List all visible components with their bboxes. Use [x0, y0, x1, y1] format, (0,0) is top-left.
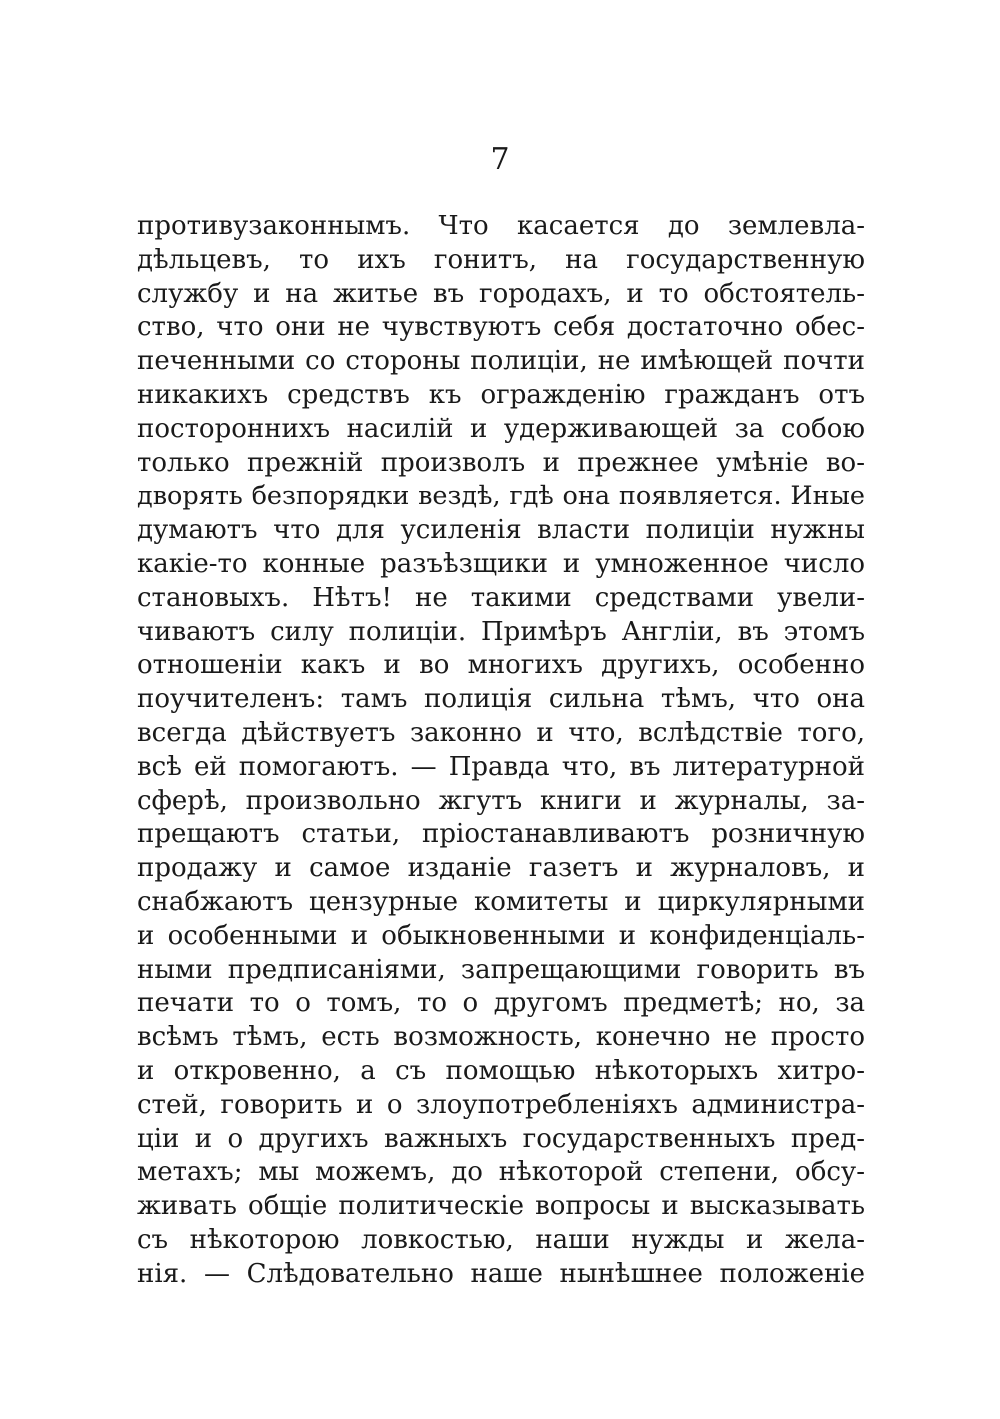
text-line: поучителенъ: тамъ полиція сильна тѣмъ, что она	[137, 684, 865, 715]
text-line: ціи и о другихъ важныхъ государственныхъ пред-	[137, 1123, 865, 1154]
text-line: нія. — Слѣдовательно наше нынѣшнее положеніе	[137, 1258, 865, 1289]
text-line: дѣльцевъ, то ихъ гонитъ, на государственную	[137, 244, 865, 275]
text-line: только прежній произволъ и прежнее умѣніе во-	[137, 447, 865, 478]
page-number: 7	[490, 142, 510, 177]
text-line: постороннихъ насилій и удерживающей за собою	[137, 413, 865, 444]
text-line: чиваютъ силу полиціи. Примѣръ Англіи, въ этомъ	[137, 616, 865, 647]
text-line: дворять безпорядки вездѣ, гдѣ она появляется. Иные	[137, 481, 865, 512]
text-line: снабжаютъ цензурные комитеты и циркулярными	[137, 886, 865, 917]
text-line: ство, что они не чувствуютъ себя достаточно обес-	[137, 312, 865, 343]
text-line: печати то о томъ, то о другомъ предметѣ; но, за	[137, 988, 865, 1019]
text-line: и откровенно, а съ помощью нѣкоторыхъ хитро-	[137, 1055, 865, 1086]
text-line: всегда дѣйствуетъ законно и что, вслѣдствіе того,	[137, 717, 865, 748]
text-line: всѣмъ тѣмъ, есть возможность, конечно не просто	[137, 1022, 865, 1053]
text-line: метахъ; мы можемъ, до нѣкоторой степени, обсу-	[137, 1157, 865, 1188]
text-line: какіе-то конные разъѣзщики и умноженное число	[137, 548, 865, 579]
text-line: сферѣ, произвольно жгутъ книги и журналы, за-	[137, 785, 865, 816]
text-line: всѣ ей помогаютъ. — Правда что, въ литературной	[137, 751, 865, 782]
text-line: съ нѣкоторою ловкостью, наши нужды и жела-	[137, 1224, 865, 1255]
text-line: противузаконнымъ. Что касается до землевла-	[137, 211, 865, 241]
text-line: становыхъ. Нѣтъ! не такими средствами увели-	[137, 582, 865, 613]
text-line: печенными со стороны полиціи, не имѣющей почти	[137, 346, 865, 377]
text-line: прещаютъ статьи, пріостанавливаютъ розничную	[137, 819, 865, 850]
text-line: и особенными и обыкновенными и конфиденціаль-	[137, 920, 865, 951]
text-line: ными предписаніями, запрещающими говорить въ	[137, 954, 865, 985]
text-line: продажу и самое изданіе газетъ и журналовъ, и	[137, 853, 865, 884]
text-line: думаютъ что для усиленія власти полиціи нужны	[137, 515, 865, 546]
text-line: живать общіе политическіе вопросы и высказывать	[137, 1191, 865, 1222]
text-line: службу и на житье въ городахъ, и то обстоятель-	[137, 278, 865, 309]
body-text	[137, 210, 865, 1292]
text-line: стей, говорить и о злоупотребленіяхъ администра-	[137, 1089, 865, 1120]
text-line: отношеніи какъ и во многихъ другихъ, особенно	[137, 650, 865, 681]
text-line: никакихъ средствъ къ огражденію гражданъ отъ	[137, 379, 865, 410]
